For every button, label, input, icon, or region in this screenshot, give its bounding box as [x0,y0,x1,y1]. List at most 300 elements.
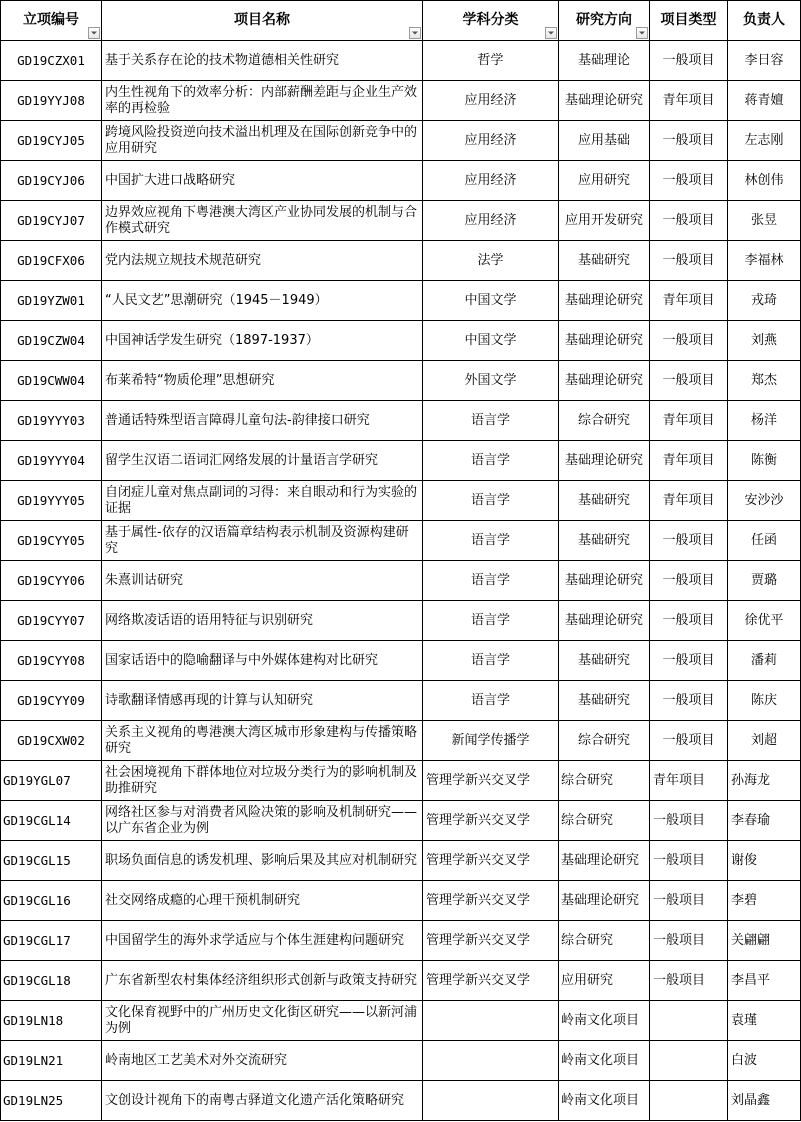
cell-type [650,241,728,281]
cell-leader-text: 李福林 [744,252,784,268]
cell-leader-text: 蒋青嬗 [744,92,784,108]
cell-type-text: 一般项目 [662,132,715,148]
cell-id-text: GD19CYY05 [17,532,85,548]
cell-discipline-text: 语言学 [470,532,510,548]
header-name-label: 项目名称 [234,11,290,28]
cell-name-text: 中国扩大进口战略研究 [105,172,236,188]
cell-leader [728,41,801,81]
dropdown-arrow-icon[interactable] [545,27,557,39]
cell-type [650,961,728,1001]
cell-discipline-text: 中国文学 [464,292,517,308]
table-row [1,721,801,761]
cell-discipline-text: 管理学新兴交叉学 [426,892,531,908]
cell-discipline-text: 语言学 [470,692,510,708]
cell-direction [559,761,650,801]
cell-id-text: GD19YYY03 [17,412,85,428]
cell-leader-text: 安沙沙 [744,492,784,508]
cell-direction [559,121,650,161]
table-row [1,401,801,441]
cell-type-text: 青年项目 [653,772,706,788]
cell-direction [559,201,650,241]
cell-discipline-text: 应用经济 [464,92,517,108]
dropdown-arrow-icon[interactable] [409,27,421,39]
cell-direction-text: 基础研究 [577,532,630,548]
cell-id [1,881,102,921]
cell-leader-text: 白波 [731,1052,758,1068]
header-discipline [423,1,559,41]
cell-leader-text: 关翩翩 [731,932,771,948]
cell-discipline [423,441,559,481]
cell-name-text: 普通话特殊型语言障碍儿童句法-韵律接口研究 [105,412,370,428]
table-row [1,41,801,81]
cell-discipline [423,681,559,721]
cell-type [650,801,728,841]
cell-type-text: 一般项目 [653,812,706,828]
cell-direction-text: 基础理论研究 [564,92,643,108]
cell-id-text: GD19CYY09 [17,692,85,708]
cell-discipline-text: 管理学新兴交叉学 [426,972,531,988]
cell-name-text: 基于关系存在论的技术物道德相关性研究 [105,52,340,68]
cell-type-text: 青年项目 [662,412,715,428]
cell-id [1,1041,102,1081]
cell-leader-text: 杨洋 [750,412,777,428]
cell-direction [559,361,650,401]
cell-leader [728,81,801,121]
cell-name [102,361,423,401]
cell-leader [728,281,801,321]
cell-type-text [650,1002,727,1040]
cell-leader [728,601,801,641]
cell-discipline [423,841,559,881]
cell-discipline-text: 外国文学 [464,372,517,388]
cell-direction-text: 基础研究 [577,252,630,268]
table-row [1,681,801,721]
header-direction [559,1,650,41]
cell-id [1,161,102,201]
cell-leader [728,361,801,401]
cell-id [1,481,102,521]
table-row [1,281,801,321]
cell-leader [728,1081,801,1121]
cell-discipline-text: 中国文学 [464,332,517,348]
cell-type [650,841,728,881]
cell-id-text: GD19LN18 [3,1012,64,1028]
cell-type [650,481,728,521]
cell-direction-text: 岭南文化项目 [561,1012,640,1028]
header-name [102,1,423,41]
cell-id [1,1081,102,1121]
cell-discipline [423,761,559,801]
cell-name [102,761,423,801]
cell-name [102,681,423,721]
cell-id-text: GD19CYY08 [17,652,85,668]
cell-name [102,801,423,841]
cell-discipline [423,241,559,281]
cell-id [1,121,102,161]
header-discipline-label: 学科分类 [462,11,519,28]
cell-id [1,841,102,881]
table-row [1,921,801,961]
cell-name [102,921,423,961]
cell-type-text: 青年项目 [662,92,715,108]
cell-type-text: 一般项目 [653,972,706,988]
cell-type [650,121,728,161]
cell-discipline [423,801,559,841]
cell-discipline-text: 管理学新兴交叉学 [426,772,531,788]
cell-leader-text: 潘莉 [750,652,777,668]
cell-type [650,641,728,681]
cell-leader [728,481,801,521]
cell-id-text: GD19CXW02 [17,732,85,748]
cell-discipline-text: 语言学 [470,652,510,668]
cell-direction [559,881,650,921]
cell-type [650,401,728,441]
cell-leader [728,401,801,441]
cell-type-text: 一般项目 [662,252,715,268]
cell-name [102,1081,423,1121]
cell-type-text: 一般项目 [662,652,715,668]
cell-id-text: GD19CYJ07 [17,212,85,228]
cell-discipline-text: 法学 [477,252,504,268]
cell-name [102,321,423,361]
cell-id [1,281,102,321]
cell-leader [728,761,801,801]
cell-type-text: 一般项目 [662,332,715,348]
cell-id [1,401,102,441]
cell-type [650,681,728,721]
cell-leader [728,441,801,481]
cell-direction-text: 综合研究 [577,732,630,748]
cell-type-text: 一般项目 [662,172,715,188]
cell-id [1,961,102,1001]
cell-direction [559,1001,650,1041]
cell-direction-text: 应用基础 [577,132,630,148]
cell-name-text: 基于属性-依存的汉语篇章结构表示机制及资源构建研究 [105,524,409,556]
cell-type [650,1081,728,1121]
table-row [1,361,801,401]
cell-id [1,801,102,841]
cell-leader [728,241,801,281]
cell-direction-text: 基础研究 [577,652,630,668]
cell-id-text: GD19CYJ05 [17,132,85,148]
cell-direction-text: 基础理论研究 [561,892,640,908]
cell-discipline [423,161,559,201]
cell-name [102,1001,423,1041]
cell-id-text: GD19CZW04 [17,332,85,348]
cell-direction [559,801,650,841]
cell-name-text: 岭南地区工艺美术对外交流研究 [105,1052,288,1068]
table-row [1,1081,801,1121]
cell-discipline-text [423,1042,558,1080]
cell-discipline-text: 管理学新兴交叉学 [426,812,531,828]
cell-leader [728,121,801,161]
cell-name [102,441,423,481]
cell-type [650,561,728,601]
cell-direction [559,321,650,361]
cell-direction-text: 基础理论研究 [564,452,643,468]
cell-direction-text: 基础理论研究 [564,572,643,588]
cell-id-text: GD19CGL18 [3,972,71,988]
cell-leader-text: 陈衡 [750,452,777,468]
cell-leader [728,841,801,881]
cell-name [102,401,423,441]
cell-discipline [423,881,559,921]
cell-type [650,321,728,361]
cell-discipline [423,361,559,401]
cell-discipline [423,521,559,561]
dropdown-arrow-icon[interactable] [88,27,100,39]
cell-name-text: 内生性视角下的效率分析：内部薪酬差距与企业生产效率的再检验 [105,84,418,116]
cell-type-text: 一般项目 [662,212,715,228]
cell-type-text: 青年项目 [662,292,715,308]
header-id [1,1,102,41]
cell-name [102,161,423,201]
cell-type-text: 一般项目 [662,612,715,628]
cell-id-text: GD19LN25 [3,1092,64,1108]
cell-leader [728,681,801,721]
cell-name [102,41,423,81]
cell-direction-text: 岭南文化项目 [561,1052,640,1068]
cell-type-text: 一般项目 [653,852,706,868]
cell-direction [559,1081,650,1121]
cell-discipline [423,401,559,441]
cell-name-text: 广东省新型农村集体经济组织形式创新与政策支持研究 [105,972,418,988]
cell-id [1,441,102,481]
cell-name [102,201,423,241]
table-row [1,121,801,161]
cell-leader [728,961,801,1001]
cell-discipline [423,321,559,361]
header-leader-label: 负责人 [743,11,785,28]
cell-direction-text: 综合研究 [577,412,630,428]
cell-direction-text: 应用研究 [561,972,614,988]
cell-type-text: 一般项目 [653,892,706,908]
cell-direction-text: 基础理论研究 [564,332,643,348]
cell-direction [559,961,650,1001]
cell-direction [559,81,650,121]
cell-discipline-text: 哲学 [477,52,504,68]
table-row [1,481,801,521]
cell-direction [559,281,650,321]
cell-id-text: GD19CGL15 [3,852,71,868]
cell-leader-text: 陈庆 [750,692,777,708]
header-leader [728,1,801,41]
cell-leader-text: 袁瑾 [731,1012,758,1028]
cell-leader [728,641,801,681]
cell-id-text: GD19CGL14 [3,812,71,828]
cell-id-text: GD19CGL16 [3,892,71,908]
table-row [1,441,801,481]
cell-leader-text: 孙海龙 [731,772,771,788]
cell-type-text: 一般项目 [662,692,715,708]
cell-type-text [650,1082,727,1120]
cell-discipline-text: 管理学新兴交叉学 [426,852,531,868]
table-row [1,801,801,841]
table-row [1,761,801,801]
cell-type [650,881,728,921]
cell-name-text: 社会困境视角下群体地位对垃圾分类行为的影响机制及助推研究 [105,764,418,796]
cell-direction [559,481,650,521]
cell-type [650,41,728,81]
cell-type [650,1041,728,1081]
cell-direction [559,521,650,561]
cell-name [102,881,423,921]
cell-leader [728,921,801,961]
cell-direction-text: 基础理论 [577,52,630,68]
table-row [1,321,801,361]
cell-id [1,201,102,241]
cell-id [1,81,102,121]
cell-discipline [423,961,559,1001]
cell-type [650,281,728,321]
cell-name-text: 中国留学生的海外求学适应与个体生涯建构问题研究 [105,932,405,948]
cell-id [1,521,102,561]
cell-direction [559,641,650,681]
cell-id [1,41,102,81]
cell-leader-text: 郑杰 [750,372,777,388]
cell-leader-text: 李碧 [731,892,758,908]
cell-leader-text: 戎琦 [750,292,777,308]
cell-name [102,641,423,681]
cell-id-text: GD19CZX01 [17,52,85,68]
cell-name-text: 社交网络成瘾的心理干预机制研究 [105,892,301,908]
cell-name-text: 中国神话学发生研究（1897-1937） [105,332,319,348]
cell-leader-text: 贾璐 [750,572,777,588]
cell-type [650,721,728,761]
table-row [1,641,801,681]
cell-name [102,721,423,761]
cell-name-text: 自闭症儿童对焦点副词的习得：来自眼动和行为实验的证据 [105,484,418,516]
cell-type-text: 一般项目 [662,572,715,588]
cell-discipline [423,641,559,681]
cell-type-text: 一般项目 [662,532,715,548]
cell-direction [559,41,650,81]
cell-name [102,481,423,521]
cell-id [1,761,102,801]
dropdown-arrow-icon[interactable] [636,27,648,39]
cell-type [650,441,728,481]
cell-name [102,961,423,1001]
cell-type [650,521,728,561]
cell-id [1,321,102,361]
cell-name-text: 留学生汉语二语词汇网络发展的计量语言学研究 [105,452,379,468]
cell-discipline-text [423,1082,558,1120]
cell-direction [559,401,650,441]
cell-name [102,601,423,641]
cell-id-text: GD19CGL17 [3,932,71,948]
table-row [1,601,801,641]
cell-leader-text: 谢俊 [731,852,758,868]
cell-id [1,721,102,761]
header-direction-label: 研究方向 [576,11,632,28]
table-row [1,521,801,561]
cell-name [102,1041,423,1081]
cell-name [102,561,423,601]
cell-id-text: GD19YYY05 [17,492,85,508]
table-row [1,881,801,921]
cell-id [1,561,102,601]
cell-type [650,81,728,121]
cell-discipline-text: 应用经济 [464,212,517,228]
cell-id [1,641,102,681]
cell-direction [559,241,650,281]
cell-discipline-text: 语言学 [470,492,510,508]
cell-discipline-text [423,1002,558,1040]
cell-type-text: 青年项目 [662,452,715,468]
cell-direction [559,561,650,601]
cell-leader [728,561,801,601]
table-row [1,81,801,121]
cell-discipline [423,121,559,161]
cell-discipline [423,721,559,761]
cell-name [102,121,423,161]
cell-leader [728,1041,801,1081]
cell-type [650,361,728,401]
cell-name-text: 网络欺凌话语的语用特征与识别研究 [105,612,314,628]
cell-leader-text: 刘超 [750,732,777,748]
cell-name [102,841,423,881]
cell-type [650,161,728,201]
cell-id-text: GD19YYJ08 [17,92,85,108]
cell-type-text: 一般项目 [662,52,715,68]
cell-id-text: GD19YGL07 [3,772,71,788]
cell-discipline [423,601,559,641]
cell-leader [728,321,801,361]
cell-discipline-text: 语言学 [470,612,510,628]
cell-name-text: 诗歌翻译情感再现的计算与认知研究 [105,692,314,708]
cell-name-text: 跨境风险投资逆向技术溢出机理及在国际创新竞争中的应用研究 [105,124,418,156]
cell-discipline-text: 语言学 [470,452,510,468]
cell-type-text: 一般项目 [662,732,715,748]
cell-direction [559,441,650,481]
cell-direction-text: 应用开发研究 [564,212,643,228]
cell-name-text: 国家话语中的隐喻翻译与中外媒体建构对比研究 [105,652,379,668]
cell-type [650,601,728,641]
cell-leader [728,721,801,761]
cell-discipline-text: 应用经济 [464,132,517,148]
cell-direction-text: 综合研究 [561,772,614,788]
cell-discipline [423,1041,559,1081]
cell-direction-text: 基础理论研究 [564,612,643,628]
table-row [1,961,801,1001]
cell-direction-text: 基础理论研究 [561,852,640,868]
cell-leader-text: 刘晶鑫 [731,1092,771,1108]
cell-name-text: 党内法规立规技术规范研究 [105,252,262,268]
cell-id-text: GD19CYJ06 [17,172,85,188]
header-id-label: 立项编号 [23,11,79,28]
cell-discipline-text: 应用经济 [464,172,517,188]
table-row [1,1041,801,1081]
cell-discipline-text: 新闻学传播学 [451,732,530,748]
cell-direction-text: 应用研究 [577,172,630,188]
cell-direction [559,1041,650,1081]
cell-discipline-text: 管理学新兴交叉学 [426,932,531,948]
cell-discipline [423,281,559,321]
header-type-label: 项目类型 [660,11,717,28]
cell-leader [728,1001,801,1041]
cell-discipline [423,41,559,81]
table-body [1,41,801,1121]
cell-discipline [423,1001,559,1041]
cell-id [1,921,102,961]
cell-direction [559,681,650,721]
cell-id [1,241,102,281]
cell-direction-text: 岭南文化项目 [561,1092,640,1108]
cell-type-text [650,1042,727,1080]
cell-id [1,601,102,641]
cell-name-text: 职场负面信息的诱发机理、影响后果及其应对机制研究 [105,852,418,868]
cell-leader-text: 李昌平 [731,972,771,988]
